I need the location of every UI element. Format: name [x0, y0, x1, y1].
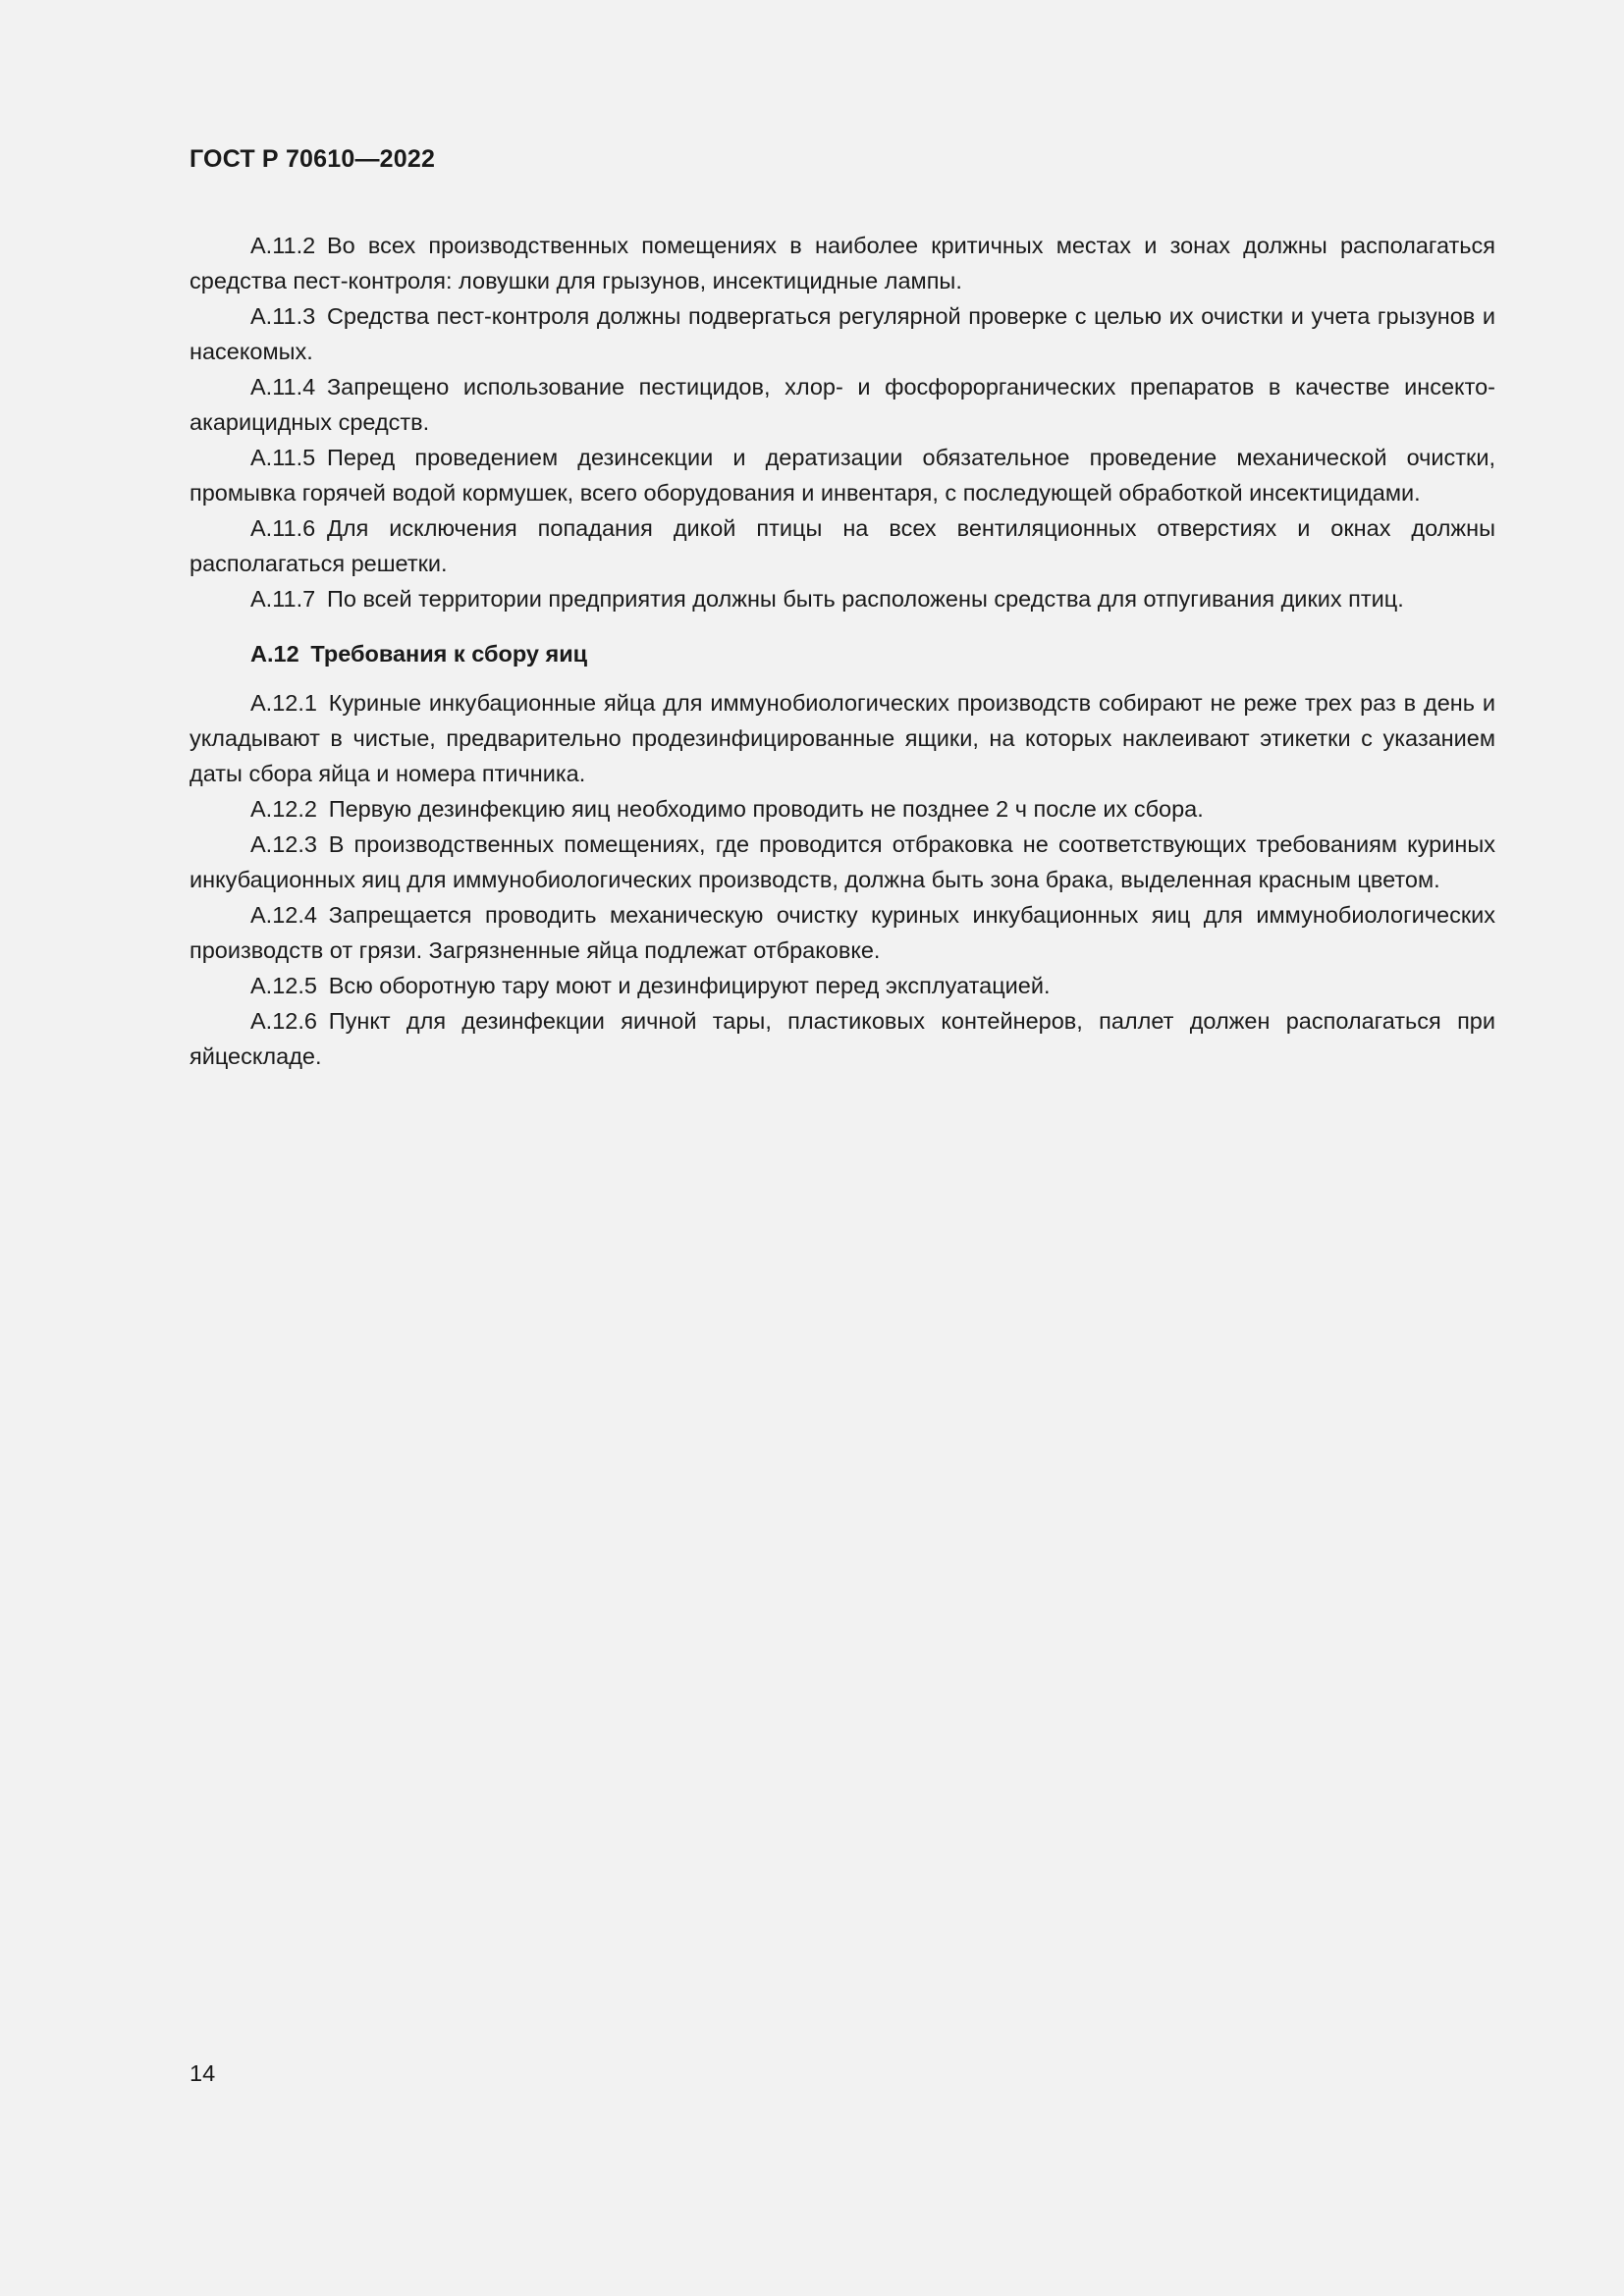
clause-text: Запрещено использование пестицидов, хлор- и фосфорорганических препаратов в качестве инсекто-акарицидных средств. — [189, 374, 1495, 435]
clause-paragraph — [189, 827, 1495, 897]
clause-number: А.11.4 — [250, 374, 316, 400]
clause-paragraph — [189, 298, 1495, 369]
clause-paragraph — [189, 369, 1495, 440]
running-header-standard-number: ГОСТ Р 70610—2022 — [189, 145, 436, 173]
clause-paragraph — [189, 968, 1495, 1003]
clause-text: Пункт для дезинфекции яичной тары, пластиковых контейнеров, паллет должен располагаться при яйцескладе. — [189, 1008, 1495, 1069]
page-number: 14 — [189, 2060, 216, 2086]
clause-text: В производственных помещениях, где проводится отбраковка не соответствующих требованиям куриных инкубационных яиц для иммунобиологических производств, должна быть зона брака, выделенная красным цветом. — [189, 831, 1495, 892]
document-body — [189, 228, 1495, 1074]
clause-text: Перед проведением дезинсекции и дератизации обязательное проведение механической очистки, промывка горячей водой кормушек, всего оборудования и инвентаря, с последующей обработкой инсектицидами. — [189, 445, 1495, 506]
clause-paragraph — [189, 440, 1495, 510]
clause-paragraph — [189, 228, 1495, 298]
clause-number: А.12.1 — [250, 690, 317, 716]
clause-text: Запрещается проводить механическую очистку куриных инкубационных яиц для иммунобиологических производств от грязи. Загрязненные яйца подлежат отбраковке. — [189, 902, 1495, 963]
clause-text: Во всех производственных помещениях в наиболее критичных местах и зонах должны располагаться средства пест-контроля: ловушки для грызунов, инсектицидные лампы. — [189, 233, 1495, 294]
clause-paragraph — [189, 685, 1495, 791]
clause-text: Всю оборотную тару моют и дезинфицируют перед эксплуатацией. — [328, 973, 1051, 998]
clause-text: Средства пест-контроля должны подвергаться регулярной проверке с целью их очистки и учета грызунов и насекомых. — [189, 303, 1495, 364]
heading-space-above — [189, 616, 1495, 636]
section-heading — [189, 636, 1495, 671]
clause-number: А.12.5 — [250, 973, 317, 998]
clause-number: А.12.3 — [250, 831, 317, 857]
clause-number: А.11.7 — [250, 586, 316, 612]
clause-text: По всей территории предприятия должны быть расположены средства для отпугивания диких птиц. — [326, 586, 1404, 612]
clause-number: А.12.4 — [250, 902, 317, 928]
section-heading-number: А.12 — [250, 641, 299, 667]
heading-space-below — [189, 671, 1495, 685]
clause-paragraph — [189, 510, 1495, 581]
clause-number: А.11.2 — [250, 233, 316, 258]
clause-number: А.11.3 — [250, 303, 316, 329]
clause-text: Куриные инкубационные яйца для иммунобиологических производств собирают не реже трех раз в день и укладывают в чистые, предварительно продезинфицированные ящики, на которых наклеивают этикетки с указанием даты сбора яйца и номера птичника. — [189, 690, 1495, 786]
clause-paragraph — [189, 1003, 1495, 1074]
clause-text: Первую дезинфекцию яиц необходимо проводить не позднее 2 ч после их сбора. — [328, 796, 1204, 822]
clause-paragraph — [189, 791, 1495, 827]
clause-number: А.11.6 — [250, 515, 316, 541]
clause-number: А.12.2 — [250, 796, 317, 822]
clause-number: А.11.5 — [250, 445, 316, 470]
clause-paragraph — [189, 581, 1495, 616]
section-heading-title: Требования к сбору яиц — [310, 641, 588, 667]
clause-paragraph — [189, 897, 1495, 968]
clause-text: Для исключения попадания дикой птицы на всех вентиляционных отверстиях и окнах должны располагаться решетки. — [189, 515, 1495, 576]
clause-number: А.12.6 — [250, 1008, 317, 1034]
